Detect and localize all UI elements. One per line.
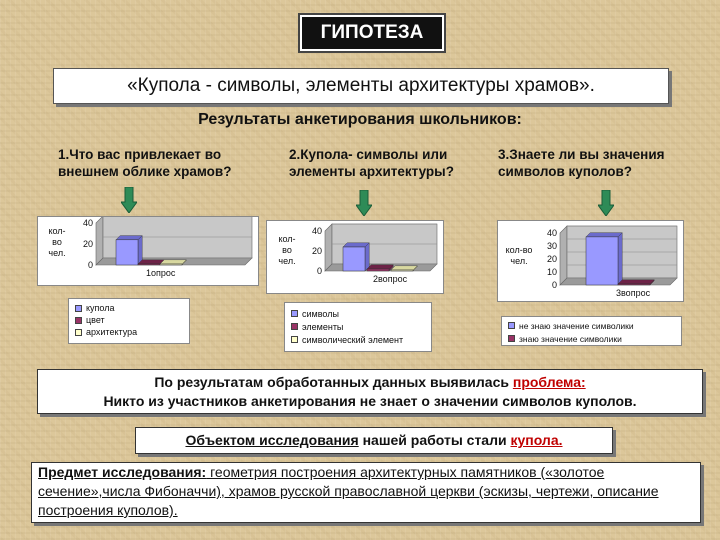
chart-ytick-label: 40	[546, 228, 557, 238]
chart-bar-top	[160, 260, 186, 264]
chart-ytick-label: 40	[311, 226, 322, 236]
chart-2-panel	[266, 220, 444, 294]
legend-label: цвет	[86, 315, 105, 325]
chart-xlabel: 1опрос	[146, 268, 176, 278]
chart-2-plot	[305, 221, 443, 293]
object-text: нашей работы стали	[358, 432, 511, 448]
legend-swatch	[291, 336, 298, 343]
chart-bar-top	[586, 233, 622, 237]
down-arrow-icon	[356, 190, 372, 216]
legend-label: знаю значение символики	[519, 333, 622, 344]
legend-label: символический элемент	[302, 334, 404, 345]
chart-bar	[138, 264, 160, 265]
survey-heading: Результаты анкетирования школьников:	[198, 111, 522, 128]
legend-item	[291, 307, 431, 320]
chart-side-wall	[96, 217, 103, 265]
chart-ytick-label: 20	[311, 246, 322, 256]
legend-item	[508, 319, 681, 332]
question-2-line1: 2.Купола- символы или	[289, 147, 448, 162]
chart-2-ylabel	[269, 234, 305, 267]
chart-bar-side	[365, 243, 369, 271]
chart-ytick-label: 20	[82, 239, 93, 249]
legend-item	[75, 314, 189, 326]
chart-bar	[586, 237, 618, 285]
chart-bar-top	[116, 236, 142, 240]
chart-3-ylabel-line: чел.	[510, 256, 528, 266]
chart-bar	[367, 269, 389, 271]
chart-2-ylabel-line: во	[282, 245, 292, 255]
legend-label: не знаю значение символики	[519, 320, 634, 331]
subject-label: Предмет исследования:	[38, 464, 207, 480]
legend-swatch	[75, 317, 82, 324]
result-line-1	[38, 373, 702, 392]
chart-xlabel: 3вопрос	[616, 288, 651, 298]
legend-label: архитектура	[86, 327, 138, 337]
question-2-line2: элементы архитектуры?	[289, 164, 454, 179]
chart-ytick-label: 0	[316, 266, 322, 276]
question-1-line2: внешнем облике храмов?	[58, 164, 232, 179]
question-1-line1: 1.Что вас привлекает во	[58, 147, 222, 162]
chart-3-ylabel-line: кол-во	[505, 245, 533, 255]
legend-swatch	[75, 329, 82, 336]
legend-label: купола	[86, 303, 115, 313]
chart-3-plot	[538, 221, 683, 301]
legend-label: элементы	[302, 321, 344, 332]
result-line-2: Никто из участников анкетирования не знает о значении символов куполов.	[103, 393, 637, 409]
chart-ytick-label: 30	[546, 241, 557, 251]
chart-bar-top	[618, 280, 654, 284]
result-box	[37, 369, 703, 414]
legend-label: символы	[302, 308, 339, 319]
legend-swatch	[291, 310, 298, 317]
question-3-line1: 3.Знаете ли вы значения	[498, 147, 665, 162]
chart-ytick-label: 0	[551, 280, 557, 290]
subject-box	[31, 462, 701, 523]
legend-swatch	[508, 335, 515, 342]
legend-item	[75, 326, 189, 338]
chart-1-legend	[68, 298, 190, 344]
chart-2-ylabel-line: кол-	[278, 234, 296, 244]
question-3-line2: символов куполов?	[498, 164, 633, 179]
object-label: Объектом исследования	[185, 432, 359, 448]
chart-1-ylabel-line: чел.	[48, 248, 66, 258]
chart-3-ylabel	[500, 245, 538, 267]
chart-bar-top	[367, 265, 393, 269]
subject-text: геометрия построения архитектурных памятников («золотое сечение»,числа Фибоначчи), храмов русской православной церкви (эскизы, чертежи, описание построения куполов).	[38, 464, 659, 518]
chart-side-wall	[325, 224, 332, 271]
down-arrow-icon	[121, 187, 137, 213]
legend-swatch	[75, 305, 82, 312]
chart-ytick-label: 0	[87, 260, 93, 270]
question-3	[498, 146, 665, 180]
question-1	[58, 146, 231, 180]
legend-swatch	[508, 322, 515, 329]
chart-bar-top	[138, 260, 164, 264]
chart-ytick-label: 40	[82, 218, 93, 228]
problem-highlight: проблема:	[512, 374, 586, 390]
chart-xlabel: 2вопрос	[373, 274, 408, 284]
down-arrow-icon	[598, 190, 614, 216]
chart-bar-top	[343, 243, 369, 247]
chart-3-panel	[497, 220, 684, 302]
chart-1-ylabel-line: кол-	[48, 226, 66, 236]
chart-3-legend	[501, 316, 682, 346]
hypothesis-box: «Купола - символы, элементы архитектуры храмов».	[53, 68, 669, 104]
chart-ytick-label: 20	[546, 254, 557, 264]
legend-item	[291, 333, 431, 346]
chart-bar	[116, 240, 138, 265]
object-highlight: купола.	[510, 432, 563, 448]
object-box	[135, 427, 613, 454]
chart-1-panel	[37, 216, 259, 286]
chart-ytick-label: 10	[546, 267, 557, 277]
legend-item	[508, 332, 681, 345]
chart-2-legend	[284, 302, 432, 352]
question-2	[289, 146, 454, 180]
result-text: По результатам обработанных данных выявилась	[154, 374, 513, 390]
chart-bar-side	[618, 233, 622, 285]
chart-bar	[618, 284, 650, 285]
chart-1-ylabel	[40, 226, 74, 259]
chart-1-plot	[74, 217, 258, 285]
slide-title: ГИПОТЕЗА	[300, 15, 444, 51]
chart-1-ylabel-line: во	[52, 237, 62, 247]
chart-bar	[391, 270, 413, 271]
chart-bar-top	[391, 266, 417, 270]
legend-item	[291, 320, 431, 333]
legend-item	[75, 302, 189, 314]
chart-bar	[160, 264, 182, 265]
legend-swatch	[291, 323, 298, 330]
chart-2-ylabel-line: чел.	[278, 256, 296, 266]
chart-side-wall	[560, 226, 567, 285]
chart-bar	[343, 247, 365, 271]
